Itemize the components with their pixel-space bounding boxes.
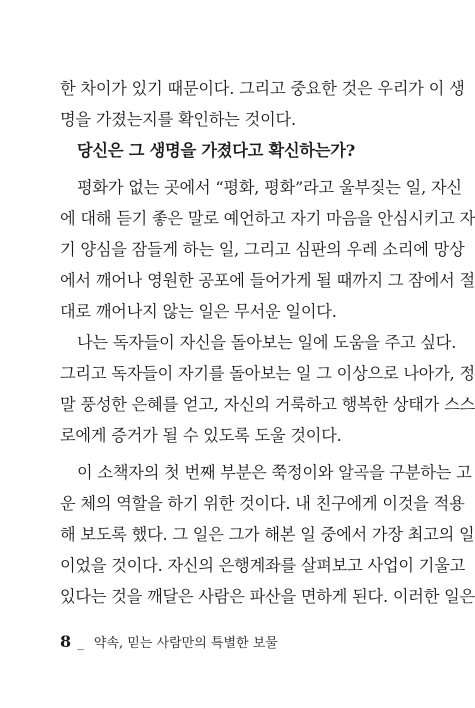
question-heading	[60, 135, 420, 166]
page-number: 8	[60, 632, 72, 651]
text-line: 운 체의 역할을 하기 위한 것이다. 내 친구에게 이것을 적용	[60, 494, 465, 513]
running-title: 약속, 믿는 사람만의 특별한 보물	[93, 636, 278, 651]
text-line: 기 양심을 잠들게 하는 일, 그리고 심판의 우레 소리에 망상	[60, 240, 465, 259]
text-line: 당신은 그 생명을 가졌다고 확신하는가?	[77, 141, 356, 160]
page-footer	[60, 632, 420, 654]
paragraph	[60, 73, 465, 135]
text-line: 이었을 것이다. 자신의 은행계좌를 살펴보고 사업이 기울고	[60, 556, 466, 575]
text-line: 이 소책자의 첫 번째 부분은 쭉정이와 알곡을 구분하는 고	[77, 463, 472, 482]
text-line: 대로 깨어나지 않는 일은 무서운 일이다.	[60, 302, 337, 321]
text-line: 명을 가졌는지를 확인하는 것이다.	[60, 110, 296, 129]
footer-separator: _	[77, 636, 84, 651]
text-line: 그리고 독자들이 자기를 돌아보는 일 그 이상으로 나아가, 정	[60, 364, 475, 383]
text-line: 로에게 증거가 될 수 있도록 도울 것이다.	[60, 426, 342, 445]
text-line: 해 보도록 했다. 그 일은 그가 해본 일 중에서 가장 최고의 일	[60, 525, 475, 544]
text-line: 한 차이가 있기 때문이다. 그리고 중요한 것은 우리가 이 생	[60, 79, 465, 98]
paragraph	[60, 327, 475, 451]
text-line: 에 대해 듣기 좋은 말로 예언하고 자기 마음을 안심시키고 자	[60, 209, 475, 228]
text-line: 평화가 없는 곳에서 “평화, 평화”라고 울부짖는 일, 자신	[77, 178, 462, 197]
text-line: 나는 독자들이 자신을 돌아보는 일에 도움을 주고 싶다.	[77, 333, 457, 352]
text-line: 있다는 것을 깨달은 사람은 파산을 면하게 된다. 이러한 일은	[60, 587, 475, 606]
text-line: 말 풍성한 은혜를 얻고, 자신의 거룩하고 행복한 상태가 스스	[60, 395, 475, 414]
body-text	[60, 73, 475, 612]
paragraph	[60, 457, 475, 612]
text-line: 에서 깨어나 영원한 공포에 들어가게 될 때까지 그 잠에서 절	[60, 271, 475, 290]
paragraph	[60, 172, 475, 327]
